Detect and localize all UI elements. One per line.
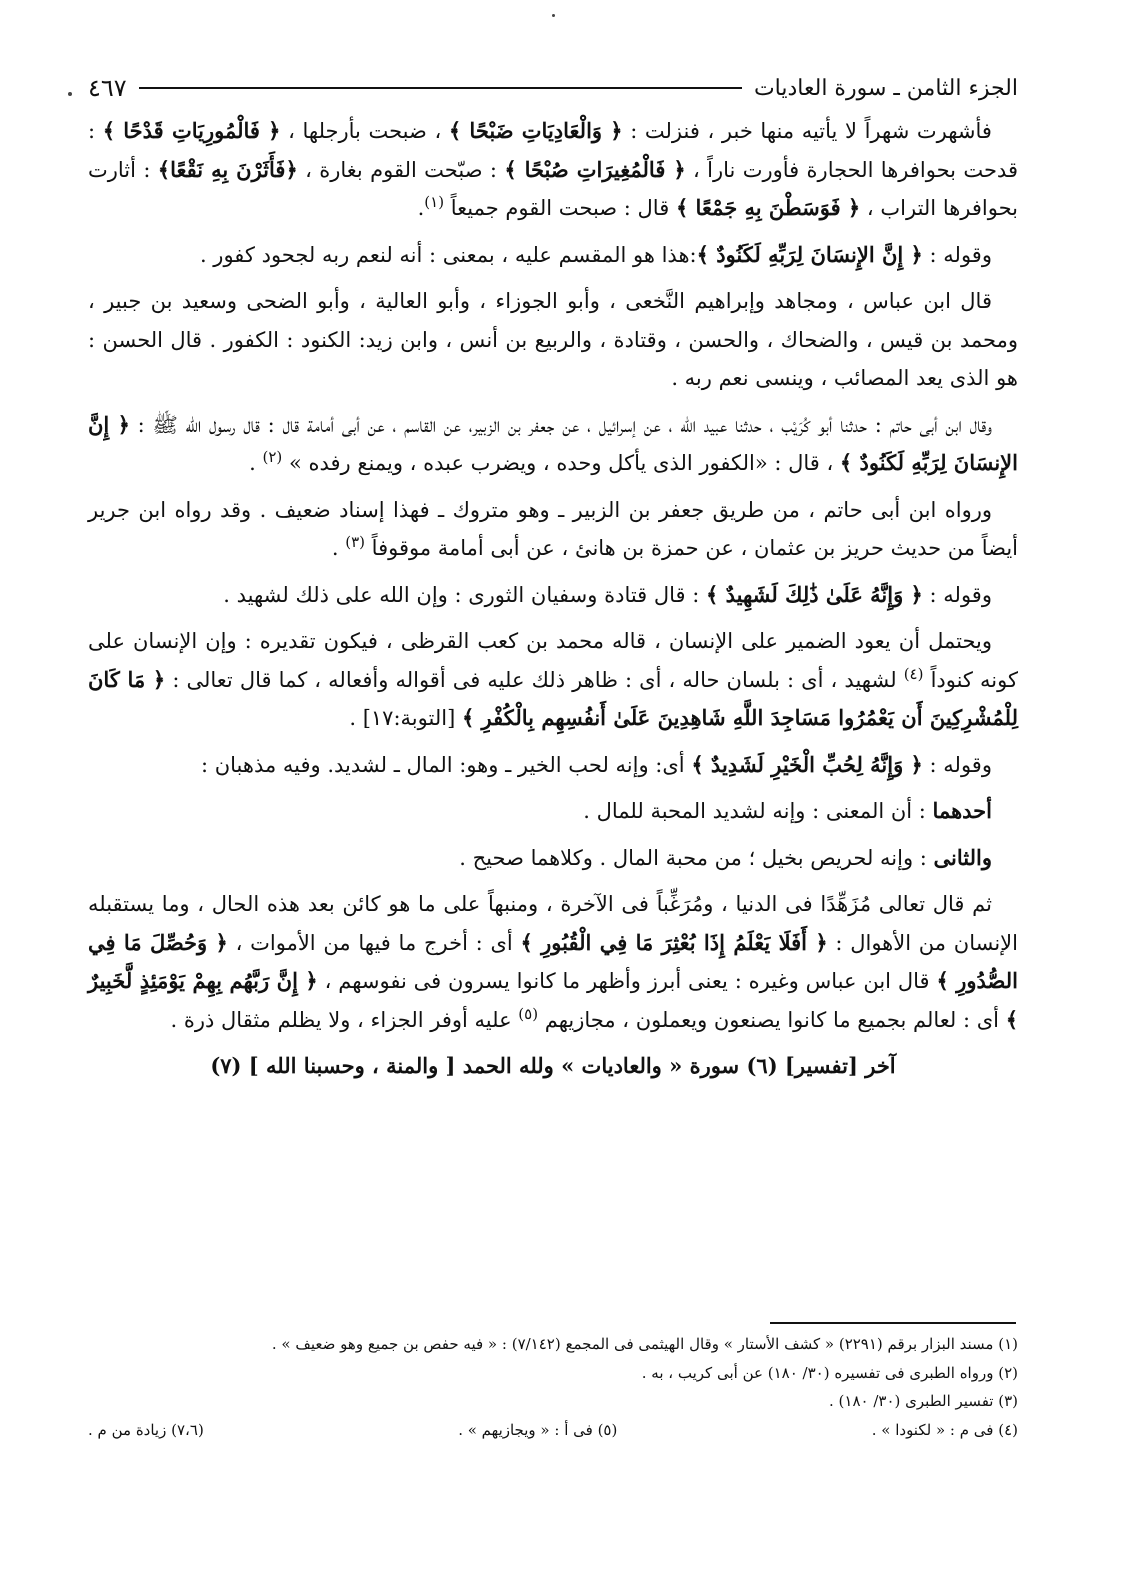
text-run: أى : لعالم بجميع ما كانوا يصنعون ويعملون ، مجازيهم bbox=[538, 1007, 1006, 1032]
text-run: وقال ابن أبى حاتم : حدثنا أبو كُرَيْب ، حدثنا عبيد الله ، عن إسرائيل ، عن جعفر بن الزبير، عن القاسم ، عن أبى أمامة قال : قال رسول الله ﷺ : bbox=[129, 412, 992, 437]
footnote-ref: (١) bbox=[424, 193, 445, 211]
text-run: : صبّحت القوم بغارة ، bbox=[297, 157, 505, 182]
text-run: ، قال : «الكفور الذى يأكل وحده ، ويضرب عبده ، ويمنع رفده » bbox=[282, 451, 840, 475]
footnote-ref: (٣) bbox=[345, 533, 365, 551]
emphasized-text: ﴿ إِنَّ رَبَّهُم بِهِمْ يَوْمَئِذٍ لَّخَبِيرٌ ﴾ bbox=[88, 968, 1018, 1032]
emphasized-text: ﴿ فَالْمُغِيرَاتِ صُبْحًا ﴾ bbox=[504, 156, 686, 182]
emphasized-text: ﴿ فَالْمُورِيَاتِ قَدْحًا ﴾ bbox=[102, 118, 281, 143]
emphasized-text: ﴿ إِنَّ الإِنسَانَ لِرَبِّهِ لَكَنُودٌ ﴾ bbox=[88, 411, 1018, 475]
text-run: ورواه ابن أبى حاتم ، من طريق جعفر بن الزبير ـ وهو متروك ـ فهذا إسناد ضعيف . وقد رواه ابن جرير أيضاً من حديث حريز بن عثمان ، عن حمزة بن هانئ ، عن أبى أمامة موقوفاً bbox=[88, 497, 1018, 560]
emphasized-text: ﴿ أَفَلَا يَعْلَمُ إِذَا بُعْثِرَ مَا فِي الْقُبُورِ ﴾ bbox=[520, 929, 828, 955]
running-header bbox=[88, 68, 1018, 108]
main-text bbox=[88, 112, 1018, 1094]
paragraph bbox=[88, 282, 1018, 398]
emphasized-text: ﴿ فَوَسَطْنَ بِهِ جَمْعًا ﴾ bbox=[675, 195, 861, 220]
text-run: أى : أخرج ما فيها من الأموات ، bbox=[227, 930, 521, 955]
text-run: : وإنه لحريص بخيل ؛ من محبة المال . وكلاهما صحيح . bbox=[459, 845, 934, 870]
footnote-6-7: (٧،٦) زيادة من م . bbox=[88, 1420, 204, 1439]
emphasized-text: ﴿فَأَثَرْنَ بِهِ نَقْعًا﴾ bbox=[157, 156, 298, 182]
text-run: : أن المعنى : وإنه لشديد المحبة للمال . bbox=[583, 799, 933, 823]
paragraph bbox=[88, 491, 1018, 568]
paragraph bbox=[88, 885, 1018, 1039]
emphasized-text: ﴿ وَإِنَّهُ عَلَىٰ ذَٰلِكَ لَشَهِيدٌ ﴾ bbox=[706, 581, 923, 607]
header-rule bbox=[139, 87, 742, 89]
paragraph bbox=[88, 576, 1018, 615]
footnotes bbox=[88, 1330, 1018, 1444]
speck-mark bbox=[68, 92, 72, 96]
text-run: قال : صبحت القوم جميعاً bbox=[444, 196, 676, 220]
text-run: أى: وإنه لحب الخير ـ وهو: المال ـ لشديد. وفيه مذهبان : bbox=[200, 752, 692, 777]
text-run: قال ابن عباس وغيره : يعنى أبرز وأظهر ما كانوا يسرون فى نفوسهم ، bbox=[317, 969, 937, 993]
emphasized-text: ﴿ وَالْعَادِيَاتِ ضَبْحًا ﴾ bbox=[448, 118, 623, 143]
text-run: :هذا هو المقسم عليه ، بمعنى : أنه لنعم ربه لجحود كفور . bbox=[199, 242, 697, 267]
text-run: فأشهرت شهراً لا يأتيه منها خبر ، فنزلت : bbox=[622, 119, 992, 143]
text-run: : أثارت بحوافرها التراب ، bbox=[88, 157, 1018, 220]
text-run: : قال قتادة وسفيان الثورى : وإن الله على ذلك لشهيد . bbox=[223, 582, 707, 607]
text-run: [التوبة:١٧] . bbox=[349, 706, 462, 730]
paragraph bbox=[88, 112, 1018, 228]
text-run: وقوله : bbox=[922, 582, 992, 607]
text-run: عليه أوفر الجزاء ، ولا يظلم مثقال ذرة . bbox=[170, 1007, 519, 1032]
footnote-row bbox=[88, 1416, 1018, 1445]
footnote-ref: (٢) bbox=[262, 448, 283, 466]
text-run: ثم قال تعالى مُزَهِّدًا فى الدنيا ، ومُرَغِّباً فى الآخرة ، ومنبهاً على ما هو كائن بعد هذه الحال ، وما يستقبله الإنسان من الأهوال : bbox=[88, 892, 1018, 955]
paragraph bbox=[88, 839, 1018, 878]
text-run: ، ضبحت بأرجلها ، bbox=[280, 119, 449, 143]
footnote-rule bbox=[770, 1322, 1016, 1324]
text-run: وقوله : bbox=[922, 752, 992, 777]
footnote-5: (٥) فى أ : « ويجازيهم » . bbox=[458, 1420, 618, 1439]
paragraph bbox=[88, 622, 1018, 738]
closing-line: آخر [تفسير] (٦) سورة « والعاديات » ولله الحمد [ والمنة ، وحسبنا الله ] (٧) bbox=[210, 1053, 896, 1078]
footnote-3: (٣) تفسير الطبرى (٣٠/ ١٨٠) . bbox=[829, 1392, 1018, 1410]
footnote-ref: (٤) bbox=[903, 664, 924, 683]
text-run: . bbox=[331, 536, 346, 560]
speck-mark bbox=[552, 14, 555, 17]
paragraph bbox=[88, 236, 1018, 275]
footnote-ref: (٥) bbox=[518, 1004, 539, 1023]
emphasized-text: ﴿ وَإِنَّهُ لِحُبِّ الْخَيْرِ لَشَدِيدٌ ﴾ bbox=[691, 751, 923, 777]
text-run: قال ابن عباس ، ومجاهد وإبراهيم النَّخعى ، وأبو الجوزاء ، وأبو العالية ، وأبو الضحى وسعيد بن جبير ، ومحمد بن قيس ، والضحاك ، والحسن ، وقتادة ، والربيع بن أنس ، وابن زيد: الكنود : الكفور . قال الحسن : هو الذى يعد المصائب ، وينسى نعم ربه . bbox=[88, 289, 1018, 390]
text-run: لشهيد ، أى : بلسان حاله ، أى : ظاهر ذلك عليه فى أقواله وأفعاله ، كما قال تعالى : bbox=[165, 667, 904, 692]
text-run: . bbox=[417, 196, 425, 220]
page-number: ٤٦٧ bbox=[88, 74, 127, 102]
text-run: : قدحت بحوافرها الحجارة فأورت ناراً ، bbox=[88, 119, 1018, 182]
paragraph bbox=[88, 406, 1018, 483]
text-run: ويحتمل أن يعود الضمير على الإنسان ، قاله محمد بن كعب القرظى ، فيكون تقديره : وإن الإنسان على كونه كنوداً bbox=[88, 629, 1018, 692]
paragraph bbox=[88, 792, 1018, 831]
footnote-4: (٤) فى م : « لكنودا » . bbox=[871, 1420, 1018, 1439]
emphasized-text: ﴿ مَا كَانَ لِلْمُشْرِكِينَ أَن يَعْمُرُوا مَسَاجِدَ اللَّهِ شَاهِدِينَ عَلَىٰ أَنفُسِهِم بِالْكُفْرِ ﴾ bbox=[88, 666, 1018, 730]
text-run: وقوله : bbox=[922, 242, 992, 267]
footnote-1: (١) مسند البزار برقم (٢٢٩١) « كشف الأستار » وقال الهيثمى فى المجمع (٧/١٤٢) : « فيه حفص بن جميع وهو ضعيف » . bbox=[271, 1335, 1018, 1353]
text-run: . bbox=[249, 451, 263, 475]
running-header-title: الجزء الثامن ـ سورة العاديات bbox=[753, 75, 1018, 101]
emphasized-text: والثانى bbox=[933, 844, 992, 870]
emphasized-text: أحدهما bbox=[932, 798, 992, 823]
paragraph bbox=[88, 746, 1018, 785]
emphasized-text: ﴿ إِنَّ الإِنسَانَ لِرَبِّهِ لَكَنُودٌ ﴾ bbox=[696, 241, 923, 267]
emphasized-text: ﴿ وَحُصِّلَ مَا فِي الصُّدُورِ ﴾ bbox=[88, 929, 1018, 993]
footnote-2: (٢) ورواه الطبرى فى تفسيره (٣٠/ ١٨٠) عن أبى كريب ، به . bbox=[641, 1363, 1018, 1382]
